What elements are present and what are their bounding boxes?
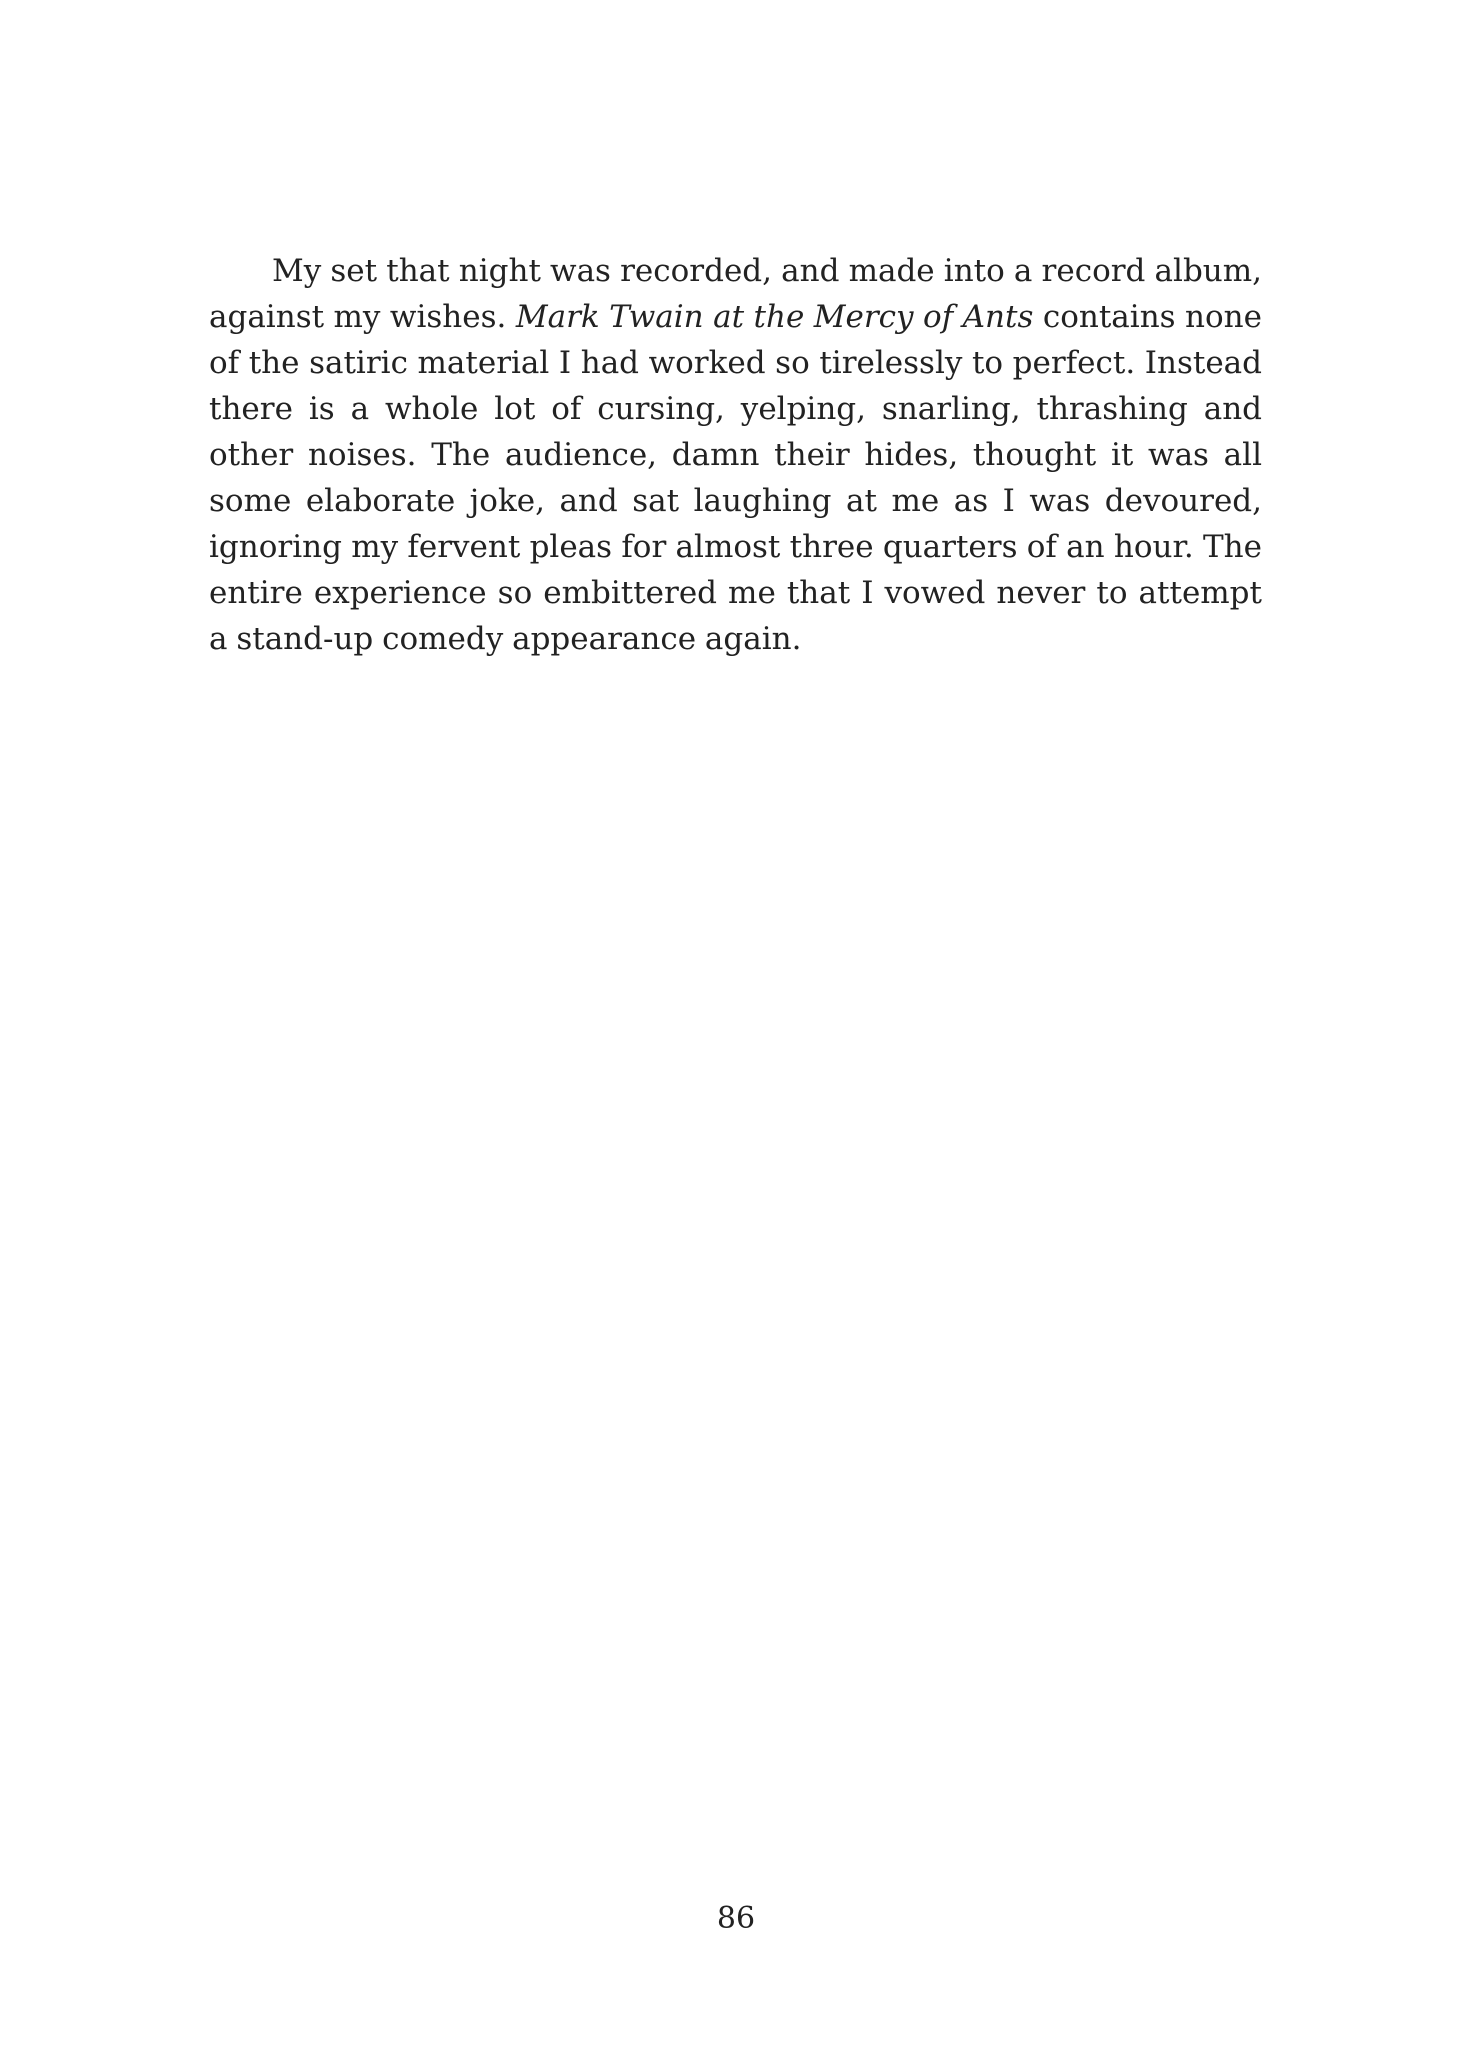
page-number: 86 xyxy=(716,1901,756,1936)
body-paragraph xyxy=(209,248,1262,662)
album-title-italic: Mark Twain at the Mercy of Ants xyxy=(515,299,1034,335)
paragraph-rest-text: contains none of the satiric material I had worked so tirelessly to perfect. Instead there is a whole lot of cursing, yelping, snarling, thrashing and other noises. The audience, damn their hides, thought it was all some elaborate joke, and sat laughing at me as I was devoured, ignoring my fervent pleas for almost three quarters of an hour. The entire experience so embittered me that I vowed never to attempt a stand-up comedy appearance again. xyxy=(209,299,1262,657)
paragraph-lead-text: My set that night was recorded, and made into a record album, against my wishes. xyxy=(209,253,1262,335)
